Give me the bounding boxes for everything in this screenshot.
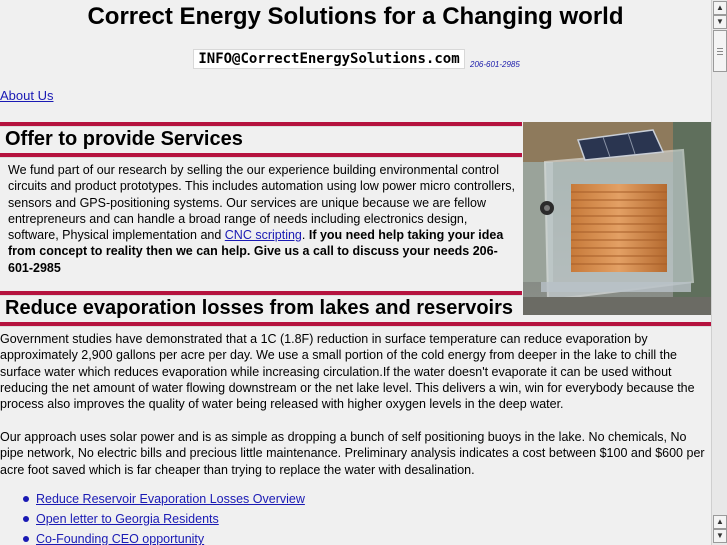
scroll-up-arrow-icon[interactable]: ▲ <box>713 1 727 15</box>
bullet-icon <box>23 516 29 522</box>
resource-links <box>36 489 305 545</box>
scrollbar-thumb[interactable] <box>713 30 727 72</box>
vertical-scrollbar[interactable] <box>711 0 727 545</box>
bullet-icon <box>23 536 29 542</box>
site-title: Correct Energy Solutions for a Changing world <box>87 3 624 30</box>
services-call-to-action: If you need help taking your idea from concept to reality then we can help. Give us a call to discuss your needs 206-601-2985 <box>8 228 504 275</box>
grip-icon <box>717 54 723 55</box>
section-divider <box>0 322 711 327</box>
overview-link[interactable]: Reduce Reservoir Evaporation Losses Overview <box>36 492 305 506</box>
services-text-part: . <box>301 228 306 243</box>
email-banner: INFO@CorrectEnergySolutions.com <box>193 49 465 69</box>
prototype-photo <box>523 122 711 315</box>
grip-icon <box>717 48 723 49</box>
scroll-up-arrow-icon[interactable]: ▲ <box>713 515 727 529</box>
about-us-link[interactable]: About Us <box>0 88 54 103</box>
grip-icon <box>717 51 723 52</box>
section-divider <box>0 153 522 158</box>
prototype-photo-image <box>523 122 711 315</box>
cnc-scripting-link[interactable]: CNC scripting <box>224 228 302 243</box>
phone-number: 206-601-2985 <box>470 60 520 69</box>
scroll-down-arrow-icon[interactable]: ▼ <box>713 529 727 543</box>
ceo-opportunity-link[interactable]: Co-Founding CEO opportunity <box>36 532 205 545</box>
list-item <box>36 529 305 545</box>
scroll-down-arrow-icon[interactable]: ▼ <box>713 15 727 29</box>
services-heading: Offer to provide Services <box>5 128 243 150</box>
georgia-letter-link[interactable]: Open letter to Georgia Residents <box>36 512 219 526</box>
services-text-part: We fund part of our research by selling the our experience building environmental control circuits and product prototypes. This includes automation using low power micro controllers, sensors and GPS-positioning systems. Our services are unique because we are fellow entrepreneurs and can handle a broad range of needs including electronics design, software, Physical implementation and <box>8 163 515 243</box>
list-item <box>36 489 305 509</box>
evaporation-paragraph-2: Our approach uses solar power and is as simple as dropping a bunch of self positioning buoys in the lake. No chemicals, No pipe network, No electric bills and precious little maintenance. Preliminary analysis indicates a cost between $100 and $600 per acre foot saved which is far cheaper than trying to replace the water with desalination. <box>0 430 705 477</box>
evaporation-paragraph-1: Government studies have demonstrated that a 1C (1.8F) reduction in surface temperature can reduce evaporation by approximately 2,900 gallons per acre per day. We use a small portion of the cold energy from deeper in the lake to chill the surface water which reduces evaporation while increasing circulation.If the water doesn't evaporate it can be used without reducing the net amount of water flowing downstream or the net lake level. This delivers a win, win for everybody because the process also improves the quality of water being released with higher oxygen levels in the deep water. <box>0 332 695 412</box>
bullet-icon <box>23 496 29 502</box>
services-text <box>8 162 520 276</box>
evaporation-heading: Reduce evaporation losses from lakes and reservoirs <box>5 297 513 319</box>
list-item <box>36 509 305 529</box>
